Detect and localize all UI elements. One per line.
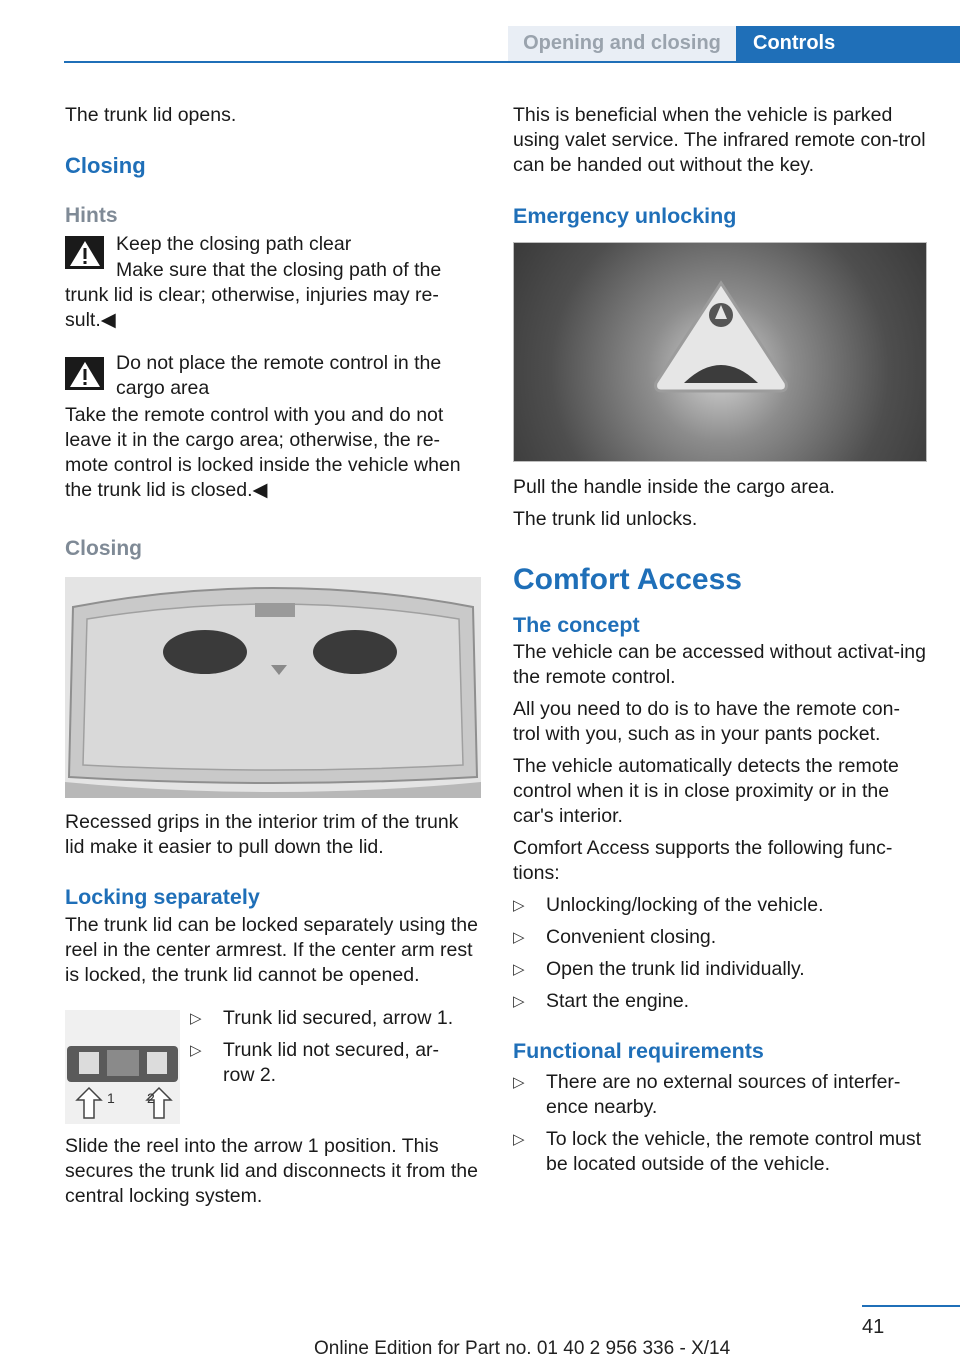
reel-section [65,1006,481,1124]
paragraph-trunk-opens: The trunk lid opens. [65,104,237,126]
paragraph-trunk-unlocks: The trunk lid unlocks. [513,508,698,530]
right-column [513,100,927,1177]
bullet-triangle-icon: ▷ [513,1074,525,1091]
paragraph-slide-reel: Slide the reel into the arrow 1 position. This secures the trunk lid and disconnects it from the central locking system. [65,1135,478,1207]
bullet-triangle-icon: ▷ [513,993,525,1010]
warning-icon [65,357,104,390]
paragraph-concept-3: The vehicle automatically detects the remote control when it is in close proximity or in the car's interior. [513,755,899,827]
list-item: ▷ Start the engine. [513,990,690,1012]
emergency-handle-image [513,242,927,462]
heading-closing: Closing [65,153,146,178]
paragraph-locking: The trunk lid can be locked separately using the reel in the center armrest. If the center arm rest is locked, the trunk lid cannot be opened. [65,914,478,986]
lock-status-list [190,1006,453,1124]
edition-text: Online Edition for Part no. 01 40 2 956 336 - X/14 [314,1338,731,1359]
bullet-triangle-icon: ▷ [513,961,525,978]
heading-locking-separately: Locking separately [65,885,260,909]
warning-body: Take the remote control with you and do not leave it in the cargo area; otherwise, the re-mote control is locked inside the vehicle when the trunk lid is closed.◀ [65,404,461,501]
warning-body: trunk lid is clear; otherwise, injuries may re-sult.◀ [65,284,439,331]
arrow-label-2: 2 [147,1090,155,1106]
bullet-triangle-icon: ▷ [513,897,525,914]
heading-hints: Hints [65,204,118,227]
chapter-tab[interactable]: Controls [736,26,960,61]
page-header [0,0,960,62]
warning-remote-control [65,349,481,401]
reel-illustration [65,1010,180,1124]
functions-list [513,893,927,1014]
left-column [65,100,481,1209]
paragraph-pull-handle: Pull the handle inside the cargo area. [513,476,835,498]
heading-comfort-access: Comfort Access [513,563,742,596]
list-item: ▷ Convenient closing. [513,926,717,948]
paragraph-concept-1: The vehicle can be accessed without activat-ing the remote control. [513,641,926,688]
list-item: ▷ Trunk lid not secured, ar-row 2. [190,1039,440,1086]
list-item: ▷ There are no external sources of interfer-ence nearby. [513,1071,901,1118]
trunk-lid-illustration [65,577,481,798]
paragraph-supports: Comfort Access supports the following func-tions: [513,837,893,884]
list-item: ▷ Trunk lid secured, arrow 1. [190,1007,454,1029]
page-number: 41 [862,1316,885,1338]
heading-functional-requirements: Functional requirements [513,1039,764,1063]
heading-concept: The concept [513,613,640,637]
warning-body-line: Make sure that the closing path of the [116,259,442,281]
warning-title: Keep the closing path clear [116,233,352,255]
list-item: ▷ Open the trunk lid individually. [513,958,805,980]
heading-closing-sub: Closing [65,537,142,560]
paragraph-concept-2: All you need to do is to have the remote con-trol with you, such as in your pants pocket. [513,698,900,745]
arrow-label-1: 1 [107,1090,115,1106]
bullet-triangle-icon: ▷ [513,1131,525,1148]
bullet-triangle-icon: ▷ [190,1042,202,1059]
section-title: Opening and closing [508,26,736,61]
list-item: ▷ Unlocking/locking of the vehicle. [513,894,824,916]
paragraph-grips: Recessed grips in the interior trim of the trunk lid make it easier to pull down the lid. [65,811,459,858]
header-rule [64,61,960,63]
list-item: ▷ To lock the vehicle, the remote control must be located outside of the vehicle. [513,1128,922,1175]
requirements-list [513,1070,927,1177]
warning-icon [65,236,104,269]
bullet-triangle-icon: ▷ [190,1010,202,1027]
warning-closing-path [65,232,481,283]
paragraph-valet: This is beneficial when the vehicle is parked using valet service. The infrared remote con-trol can be handed out without the key. [513,104,926,176]
warning-title: Do not place the remote control in the cargo area [116,352,442,399]
bullet-triangle-icon: ▷ [513,929,525,946]
footer-rule [862,1305,960,1307]
heading-emergency-unlocking: Emergency unlocking [513,204,737,228]
